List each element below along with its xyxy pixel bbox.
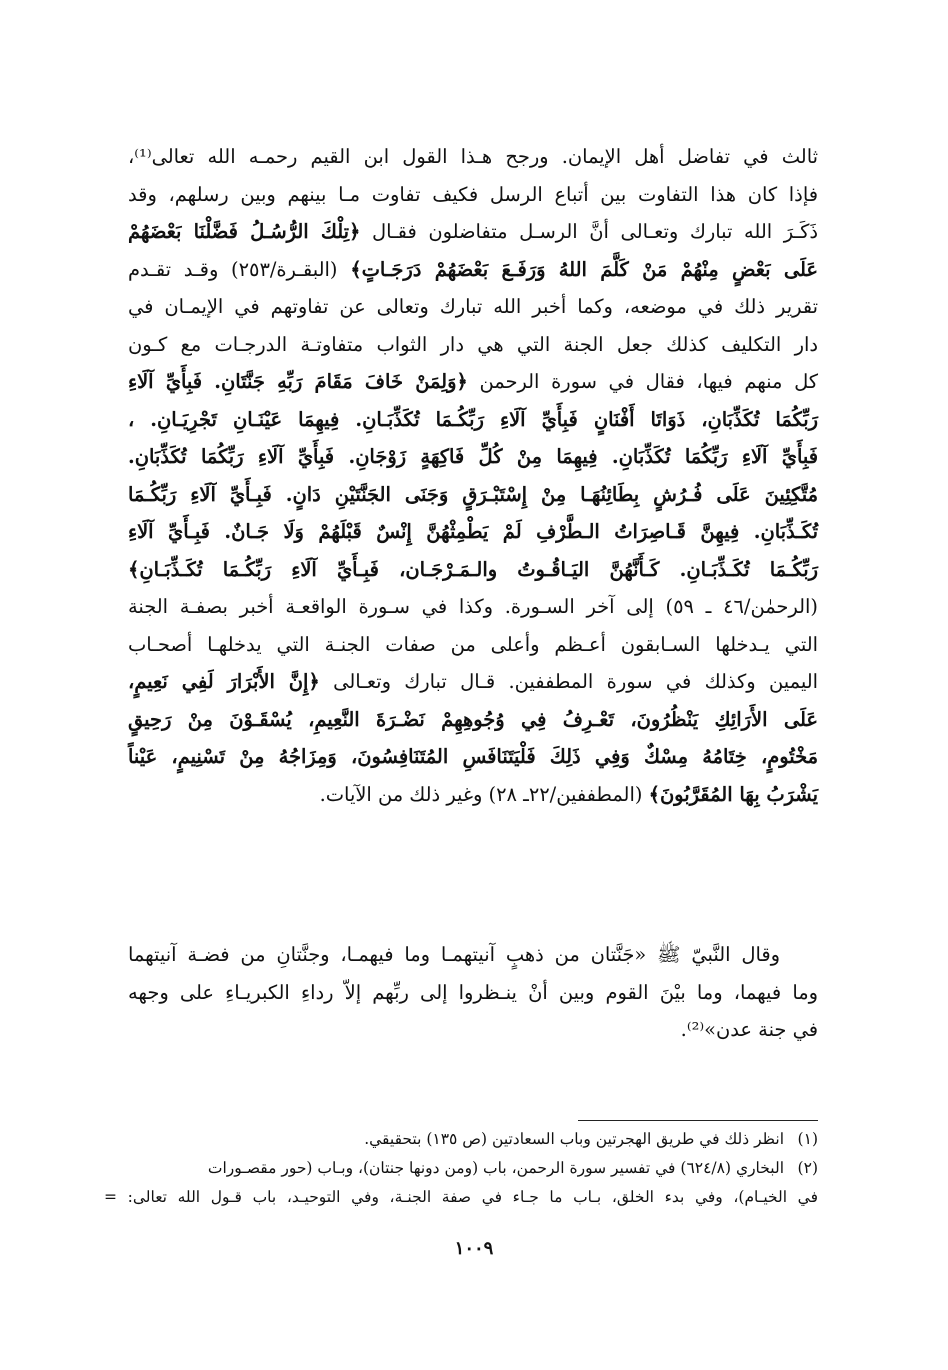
quran-verse: رَبِّكُـمَا تُكَـذِّبَـانِ. كَـأَنَّهُنَّ اليَـاقُـوتُ والـمَـرْجَـان، فَبِـأَيِّ آلَاءِ رَبِّكُـمَا تُكَـذِّبَـانِ﴾ — [128, 557, 818, 581]
footnote-continuation: في الخيـام)، وفي بدء الخلق، بـاب ما جـاء في صفة الجنـة، وفي التوحيـد، باب قـول الله تعالى: = — [104, 1188, 818, 1206]
text-line — [128, 551, 818, 589]
footnote-separator — [578, 1120, 818, 1121]
text-line — [128, 626, 818, 664]
prose-text: التي يـدخلها السـابقون أعـظم وأعلى من صفات الجنـة التي يدخلهـا أصحـاب — [128, 632, 818, 656]
text-line — [128, 138, 818, 176]
footnote — [104, 1125, 818, 1154]
prose-text: (المطففين/٢٢ـ ٢٨) وغير ذلك من الآيات. — [319, 782, 649, 806]
quran-verse: مُتَّكِئِينَ عَلَى فُـرُشٍ بِطَائِنُهَـا مِنْ إِسْتَبْـرَقٍ وَجَنَى الجَنَّتَيْنِ دَانٍ. فَبِـأَيِّ آلَاءِ رَبِّكُـمَا — [128, 482, 818, 506]
quran-verse: فَبِأَيِّ آلَاءِ رَبِّكُمَا تُكَذِّبَانِ. فِيهِمَا مِنْ كُلِّ فَاكِهَةٍ زَوْجَانِ. فَبِأَيِّ آلَاءِ رَبِّكُمَا تُكَذِّبَانِ. — [128, 445, 818, 468]
prose-text: تقرير ذلك في موضعه، وكما أخبر الله تبارك وتعالى عن تفاوتهم في الإيمـان في — [128, 295, 818, 318]
text-line — [128, 438, 818, 476]
quran-verse: يَشْرَبُ بِهَا المُقَرَّبُونَ﴾ — [648, 782, 818, 806]
prose-text: كل منهم فيها، فقال في سورة الرحمن — [467, 370, 818, 393]
text-line: في جنة عدن»⁽²⁾. — [680, 1018, 818, 1041]
text-line: وما فيهما، وما بيْنَ القوم وبين أنْ ينـظروا إلى ربِّهم إلاّ رداءِ الكبريـاءِ على وجهه — [128, 980, 818, 1004]
text-line — [128, 288, 818, 326]
text-line — [128, 476, 818, 514]
quran-verse: تُكَـذِّبَانِ. فِيهِنَّ قَـاصِرَاتُ الـطَّرْفِ لَمْ يَطْمِثْهُنَّ إِنْسٌ قَبْلَهُمْ وَلَا جَـانٌ. فَبِـأَيِّ آلَاءِ — [128, 520, 818, 543]
quran-verse: عَلَى الأَرَائِكِ يَنْظُرُونَ، تَعْـرِفُ فِي وُجُوهِهِمْ نَضْـرَةَ النَّعِيمِ، يُسْقَـوْنَ مِنْ رَحِيقٍ — [128, 707, 818, 731]
text-line — [128, 363, 818, 401]
footnotes — [104, 1125, 818, 1212]
quran-verse: ﴿إِنَّ الأَبْرَارَ لَفِي نَعِيمٍ، — [128, 670, 320, 693]
text-line — [128, 401, 818, 439]
hadith-paragraph — [128, 936, 818, 1049]
quran-verse: مَخْتُومٍ، خِتَامُهُ مِسْكٌ وَفِي ذَلِكَ فَلْيَتَنَافَسِ المُتَنَافِسُونَ، وَمِزَاجُهُ مِنْ تَسْنِيمٍ، عَيْناً — [128, 745, 818, 768]
prose-text: اليمين وكذلك في سورة المطففين. قـال تبارك وتعـالى — [319, 670, 818, 693]
text-line — [128, 513, 818, 551]
text-line — [128, 701, 818, 739]
main-paragraph — [128, 138, 818, 813]
prose-text: ذَكَـرَ الله تبارك وتعـالى أنَّ الرسـل متفاضلون فقـال — [360, 220, 818, 243]
prose-text: (البقـرة/٢٥٣) وقـد تقـدم — [128, 257, 351, 281]
text-line — [128, 588, 818, 626]
text-line — [128, 251, 818, 289]
text-line — [128, 326, 818, 364]
page-number: ١٠٠٩ — [454, 1238, 494, 1259]
prose-text: دار التكليف كذلك جعل الجنة التي هي دار الثواب متفاوتـة الدرجـات مع كـون — [128, 332, 818, 356]
prose-text: (الرحمٰن/٤٦ ـ ٥٩) إلى آخر السـورة. وكذا في سـورة الواقعـة أخبر بصفـة الجنة — [128, 595, 818, 618]
footnote-number: (١) — [797, 1130, 818, 1148]
footnote-number: (٢) — [797, 1159, 818, 1177]
text-line: وقال النَّبيّ ﷺ «جَنَّتان من ذهبٍ آنيتهمـا وما فيهمـا، وجنَّتانِ من فضـة آنيتهما — [128, 943, 780, 966]
footnote — [104, 1154, 818, 1183]
quran-verse: رَبِّكُمَا تُكَذِّبَانِ، ذَوَاتَا أَفْنَانٍ فَبِأَيِّ آلَاءِ رَبِّكُـمَا تُكَذِّبَـانِ. فِيهِمَا عَيْنَـانِ تَجْرِيَـانِ. ، — [128, 407, 818, 431]
footnote-text: البخاري (٦٢٤/٨) في تفسير سورة الرحمن، باب (ومن دونها جنتان)، وبـاب (حور مقصـورات — [207, 1159, 784, 1177]
text-line — [128, 213, 818, 251]
quran-verse: عَلَى بَعْضٍ مِنْهُمْ مَنْ كَلَّمَ اللهُ وَرَفَـعَ بَعْضَهُمْ دَرَجَـاتٍ﴾ — [350, 257, 818, 281]
prose-text: ثالث في تفاضل أهل الإيمان. ورجح هـذا القول ابن القيم رحمـه الله تعالى⁽¹⁾، — [128, 145, 818, 168]
quran-verse: ﴿وَلِمَنْ خَافَ مَقَامَ رَبِّهِ جَنَّتَانِ. فَبِأَيِّ آلَاءِ — [128, 370, 468, 393]
text-line — [128, 738, 818, 776]
quran-verse: ﴿تِلْكَ الرُّسُـلُ فَضَّلْنَا بَعْضَهُمْ — [128, 220, 361, 243]
footnote-text: انظر ذلك في طريق الهجرتين وباب السعادتين (ص ١٣٥) بتحقيقي. — [364, 1130, 784, 1148]
text-line — [128, 176, 818, 214]
text-line — [128, 776, 818, 814]
prose-text: فإذا كان هذا التفاوت بين أتباع الرسل فكيف تفاوت مـا بينهم وبين رسلهم، وقد — [128, 182, 818, 206]
text-line — [128, 663, 818, 701]
